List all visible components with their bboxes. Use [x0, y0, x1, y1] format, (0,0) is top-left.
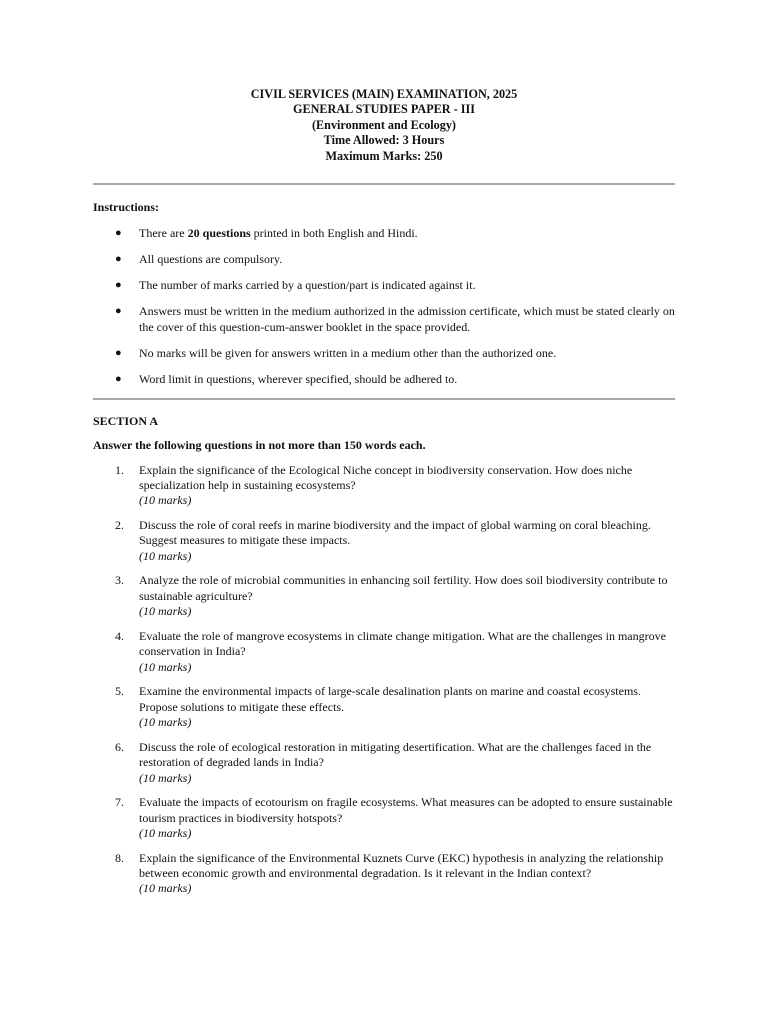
bullet-icon: ● — [115, 279, 122, 292]
question-text: Discuss the role of ecological restoration in mitigating desertification. What are the challenges faced in the restoration of degraded lands in India? — [139, 739, 652, 770]
question-text: Examine the environmental impacts of large-scale desalination plants on marine and coastal ecosystems. Propose solutions to mitigate these effects. — [139, 684, 641, 714]
section-title: SECTION A — [93, 413, 159, 428]
question-item — [93, 795, 675, 841]
instruction-item — [93, 346, 675, 361]
paper-subject: (Environment and Ecology) — [311, 117, 456, 132]
instruction-text-pre: There are — [139, 226, 188, 241]
question-number: 8. — [115, 850, 124, 865]
instructions-list — [93, 226, 675, 387]
question-marks: (10 marks) — [139, 825, 192, 840]
instruction-text-bold: 20 questions — [187, 226, 251, 241]
question-marks: (10 marks) — [139, 881, 192, 896]
time-allowed: Time Allowed: 3 Hours — [323, 133, 445, 148]
instruction-item — [93, 278, 675, 293]
question-number: 7. — [115, 795, 124, 810]
divider — [93, 398, 675, 400]
bullet-icon: ● — [115, 227, 122, 240]
question-item — [93, 851, 675, 897]
question-item — [93, 573, 675, 619]
question-text: Evaluate the role of mangrove ecosystems in climate change mitigation. What are the challenges in mangrove conservation in India? — [139, 628, 666, 659]
maximum-marks: Maximum Marks: 250 — [325, 148, 443, 163]
section-subtitle: Answer the following questions in not more than 150 words each. — [93, 438, 426, 453]
question-item — [93, 684, 675, 730]
question-text: Explain the significance of the Ecological Niche concept in biodiversity conservation. How does niche specialization help in sustaining ecosystems? — [139, 462, 633, 493]
instruction-item — [93, 372, 675, 387]
bullet-icon: ● — [115, 253, 122, 266]
question-text: Analyze the role of microbial communities in enhancing soil fertility. How does soil biodiversity contribute to sustainable agriculture? — [139, 573, 668, 603]
instruction-text: The number of marks carried by a question/part is indicated against it. — [139, 278, 476, 293]
question-marks: (10 marks) — [139, 493, 192, 508]
question-marks: (10 marks) — [139, 715, 192, 730]
instruction-item — [93, 252, 675, 267]
exam-title: CIVIL SERVICES (MAIN) EXAMINATION, 2025 — [250, 87, 518, 101]
question-marks: (10 marks) — [139, 659, 192, 674]
instruction-item — [93, 304, 675, 335]
question-text: Evaluate the impacts of ecotourism on fragile ecosystems. What measures can be adopted to ensure sustainable tourism practices in biodiversity hotspots? — [139, 795, 673, 825]
question-marks: (10 marks) — [139, 770, 192, 785]
instruction-text: All questions are compulsory. — [139, 252, 283, 267]
question-number: 5. — [115, 684, 124, 699]
question-item — [93, 740, 675, 786]
question-marks: (10 marks) — [139, 604, 192, 619]
exam-header — [93, 87, 675, 164]
divider — [93, 183, 675, 185]
instruction-text: No marks will be given for answers written in a medium other than the authorized one. — [139, 345, 557, 360]
bullet-icon: ● — [115, 346, 122, 359]
question-item — [93, 463, 675, 509]
question-list — [93, 463, 675, 897]
instruction-text-post: printed in both English and Hindi. — [250, 226, 418, 241]
question-number: 6. — [115, 739, 124, 754]
paper-title: GENERAL STUDIES PAPER - III — [293, 102, 475, 117]
instruction-item — [93, 226, 675, 241]
question-item — [93, 629, 675, 675]
question-number: 2. — [115, 518, 124, 533]
question-number: 3. — [115, 573, 124, 588]
instruction-text: Word limit in questions, wherever specified, should be adhered to. — [139, 371, 458, 386]
instruction-text: Answers must be written in the medium authorized in the admission certificate, which must be stated clearly on the cover of this question-cum-answer booklet in the space provided. — [139, 304, 675, 334]
question-marks: (10 marks) — [139, 548, 192, 563]
question-text: Discuss the role of coral reefs in marine biodiversity and the impact of global warming on coral bleaching. Suggest measures to mitigate these impacts. — [139, 518, 651, 548]
instructions-title: Instructions: — [93, 200, 160, 215]
question-item — [93, 518, 675, 564]
question-number: 1. — [115, 462, 124, 477]
question-text: Explain the significance of the Environmental Kuznets Curve (EKC) hypothesis in analyzing the relationship between economic growth and environmental degradation. Is it relevant in the Indian context? — [139, 850, 664, 880]
bullet-icon: ● — [115, 372, 122, 385]
bullet-icon: ● — [115, 305, 122, 318]
question-number: 4. — [115, 628, 124, 643]
